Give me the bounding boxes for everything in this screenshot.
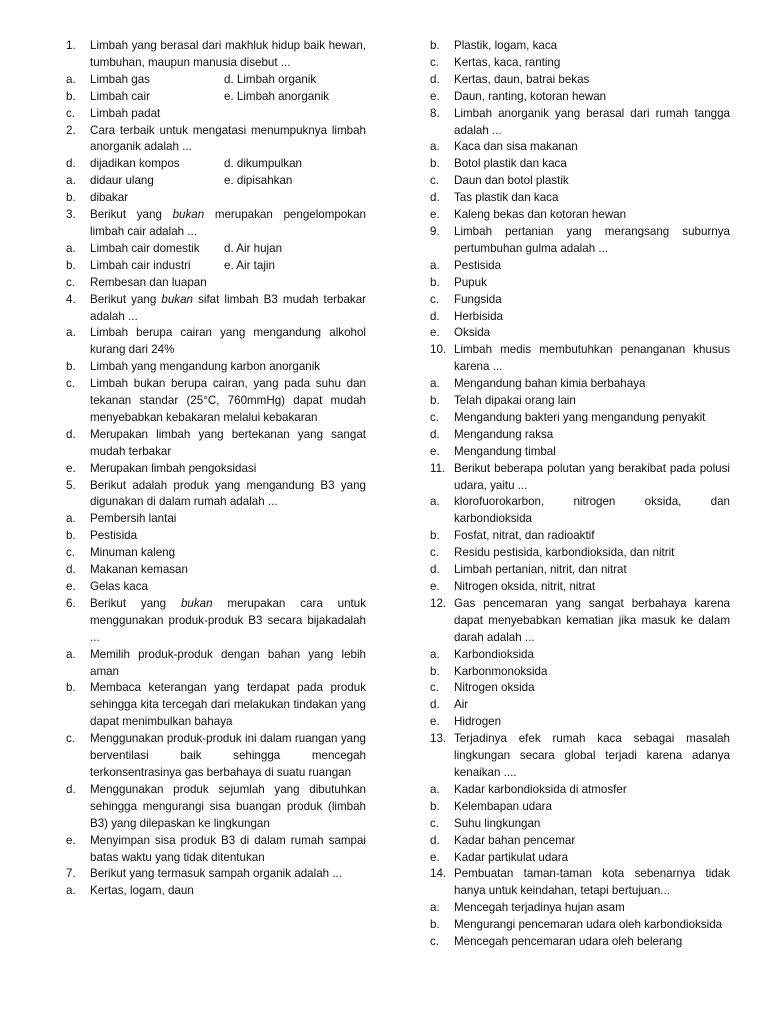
option-letter: b. [430,394,440,408]
option-letter: c. [66,106,76,120]
option-text: dibakar [90,191,129,205]
option-letter: a. [66,647,76,661]
option-text: Limbah gas [90,72,150,86]
option-text: Mengandung bakteri yang mengandung penyakit [454,410,706,424]
option-letter: b. [430,275,440,289]
option-text: Pembersih lantai [90,512,177,526]
option-text-secondary [224,89,366,106]
option-row [66,579,366,596]
option-row [66,782,366,833]
question [430,106,730,224]
option-letter: b. [66,529,76,543]
option-letter: e. [430,326,440,340]
option-letter: b. [430,918,440,932]
question-text: Cara terbaik untuk mengatasi menumpuknya limbah anorganik adalah ... [90,123,366,154]
option-text: Membaca keterangan yang terdapat pada produk sehingga kita tercegah dari melakukan tindakan yang dapat menimbulkan bahaya [90,681,366,729]
option-pair-row [66,72,366,89]
option-text: Botol plastik dan kaca [454,157,567,171]
option-letter: c. [66,377,76,391]
option-text: Rembesan dan luapan [90,275,207,289]
option-text: Mengandung timbal [454,444,556,458]
question-text: Gas pencemaran yang sangat berbahaya karena dapat menyebabkan kematian jika masuk ke dalam darah adalah ... [454,596,730,644]
option-row [430,664,730,681]
option-pair-row [66,241,366,258]
options [430,38,730,106]
option-letter: b. [430,157,440,171]
question-text-emphasis: bukan [180,596,213,610]
options [66,156,366,207]
question-number: 12. [430,596,447,610]
options [430,782,730,867]
option-row [430,55,730,72]
option-row [66,376,366,427]
option-row [66,511,366,528]
option-text: Suhu lingkungan [454,816,541,830]
question [66,207,366,292]
question-number: 2. [66,123,76,137]
option-text: Menyimpan sisa produk B3 di dalam rumah sampai batas waktu yang tidak ditentukan [90,833,366,864]
option-text: Kelembapan udara [454,799,552,813]
options [430,376,730,461]
option-text: didaur ulang [90,174,154,188]
option-text: Mencegah pencemaran udara oleh belerang [454,935,683,949]
option-row [66,528,366,545]
option-letter: c. [430,935,440,949]
option-pair-texts [90,156,366,173]
option-letter: a. [66,884,76,898]
option-row [430,156,730,173]
option-letter: c. [430,410,440,424]
options [430,258,730,343]
question-text-part: merupakan pengelompokan limbah cair adalah ... [90,208,366,238]
option-letter: b. [430,39,440,52]
option-letter: a. [430,140,440,154]
option-row [430,714,730,731]
option-text: Limbah pertanian, nitrit, dan nitrat [454,563,627,577]
option-row [430,309,730,326]
option-letter: b. [66,360,76,374]
question-number: 14. [430,867,447,881]
option-row [430,292,730,309]
option-text: Limbah cair domestik [90,241,200,255]
question-line [430,342,730,376]
option-letter: e. [66,461,76,475]
option-letter: e. [430,208,440,222]
question-text: Berikut adalah produk yang mengandung B3 yang digunakan di dalam rumah adalah ... [90,478,366,509]
option-letter: e. [430,444,440,458]
options [66,647,366,867]
option-text: Menggunakan produk sejumlah yang dibutuhkan sehingga mengurangi sisa buangan produk (limbah B3) yang dilepaskan ke lingkungan [90,782,366,830]
question-line [66,866,366,883]
question-text: Limbah medis membutuhkan penanganan khusus karena ... [454,343,730,374]
option-letter: b. [66,258,76,272]
option-row [430,444,730,461]
option-text: Kadar bahan pencemar [454,833,576,847]
option-row [66,883,366,900]
option-text-secondary [224,241,366,258]
option-row [66,325,366,359]
question-line [430,866,730,900]
question-number: 7. [66,867,76,881]
question [430,461,730,596]
option-letter: e. [66,833,76,847]
option-row [66,427,366,461]
question [430,38,730,106]
option-row [430,697,730,714]
question-text: Berikut beberapa polutan yang berakibat pada polusi udara, yaitu ... [454,461,730,492]
option-row [66,562,366,579]
question [66,478,366,596]
question-text [90,596,366,647]
option-text: Air tajin [236,258,275,272]
option-letter: d. [66,427,76,441]
option-text: Oksida [454,326,491,340]
option-text: Limbah bukan berupa cairan, yang pada suhu dan tekanan standar (25°C, 760mmHg) dapat mudah menyebabkan kebakaran melalui kebakaran [90,377,366,424]
option-row [430,900,730,917]
option-letter: d. [66,782,76,796]
option-row [430,38,730,55]
options [430,900,730,951]
question-number: 6. [66,596,76,610]
option-row [430,376,730,393]
option-text: Pestisida [90,529,138,543]
option-letter: e. [430,580,440,593]
option-text: Mengurangi pencemaran udara oleh karbondioksida [454,918,723,932]
option-pair-texts [90,173,366,190]
option-row [430,816,730,833]
question-line [430,224,730,258]
option-letter: d. [430,563,440,577]
question-line [66,207,366,241]
option-text: Merupakan limbah yang bertekanan yang sangat mudah terbakar [90,427,366,458]
option-text: Kertas, logam, daun [90,884,194,898]
option-text: Limbah organik [236,72,317,86]
option-letter: c. [66,732,76,746]
option-text: Air [454,698,469,712]
option-letter: e. [224,89,234,103]
option-letter: e. [430,89,440,103]
question [66,596,366,867]
option-letter: e. [66,580,76,593]
option-row [430,680,730,697]
question [66,123,366,208]
option-text: Mencegah terjadinya hujan asam [454,901,625,915]
option-text: Kaleng bekas dan kotoran hewan [454,208,627,222]
option-text: Herbisida [454,309,503,323]
question [430,596,730,731]
options [66,511,366,596]
option-letter: a. [430,495,440,509]
option-row [430,562,730,579]
option-text: Pestisida [454,258,502,272]
option-text-secondary [224,72,366,89]
option-text: Kaca dan sisa makanan [454,140,578,154]
question-line [66,123,366,157]
option-row [66,680,366,731]
option-row [430,427,730,444]
question-number: 5. [66,478,76,492]
question-number: 3. [66,208,76,222]
option-text: dijadikan kompos [90,157,180,171]
question [430,866,730,951]
option-letter: a. [430,901,440,915]
question-number: 13. [430,732,447,746]
option-letter: a. [66,326,76,340]
option-letter: b. [66,191,76,205]
option-letter: b. [430,799,440,813]
question-number: 11. [430,461,446,475]
question-text-part: Berikut yang [90,292,162,306]
options [430,139,730,224]
option-text: Nitrogen oksida, nitrit, nitrat [454,580,596,593]
option-text: Limbah anorganik [236,89,330,103]
option-text: Menggunakan produk-produk ini dalam ruangan yang berventilasi baik sehingga mencegah terkonsentrasinya gas berbahaya di suatu ruangan [90,732,366,779]
option-row [430,258,730,275]
option-row [430,72,730,89]
option-text: Limbah cair [90,89,150,103]
option-row [430,782,730,799]
option-row [66,833,366,867]
option-text: Karbonmonoksida [454,664,548,678]
question-number: 1. [66,39,76,52]
option-pair-row [66,156,366,173]
right-column [430,38,730,951]
option-text: Kertas, kaca, ranting [454,55,561,69]
option-letter: e. [224,174,234,188]
option-letter: c. [430,174,440,188]
question-text [90,292,366,326]
option-letter: d. [224,241,234,255]
option-text: Gelas kaca [90,580,148,593]
question-line [430,731,730,782]
option-letter: a. [66,241,76,255]
question-text-part: sifat limbah B3 mudah terbakar adalah ... [90,292,367,323]
option-text: Fosfat, nitrat, dan radioaktif [454,529,595,543]
option-text: Pupuk [454,275,487,289]
option-letter: a. [66,72,76,86]
question-line [66,292,366,326]
option-letter: c. [66,546,76,560]
option-text: Minuman kaleng [90,546,176,560]
option-letter: c. [66,275,76,289]
option-letter: b. [66,89,76,103]
question-text: Berikut yang termasuk sampah organik adalah ... [90,867,342,881]
options [66,325,366,477]
option-text: Daun dan botol plastik [454,174,569,188]
option-row [430,545,730,562]
question-line [66,478,366,512]
option-text: Kadar karbondioksida di atmosfer [454,782,627,796]
question [66,866,366,900]
option-letter: d. [66,563,76,577]
option-row [430,799,730,816]
option-text: Hidrogen [454,715,502,729]
option-row [430,528,730,545]
question-text: Terjadinya efek rumah kaca sebagai masalah lingkungan secara global terjadi karena adanya kenaikan .... [454,732,730,779]
option-row [430,494,730,528]
option-pair-row [66,258,366,275]
options [66,241,366,292]
option-letter: a. [66,174,76,188]
option-text: Makanan kemasan [90,563,188,577]
option-pair-texts [90,72,366,89]
question-line [430,461,730,495]
question-number: 4. [66,292,76,306]
question [430,342,730,460]
option-row [430,325,730,342]
option-letter: b. [430,664,440,678]
option-letter: a. [430,647,440,661]
option-row [430,173,730,190]
question-line [430,106,730,140]
question-text [90,207,366,241]
option-row [430,850,730,867]
option-row [66,461,366,478]
option-letter: d. [66,157,76,171]
option-pair-row [66,89,366,106]
option-letter: c. [430,546,440,560]
question-line [66,38,366,72]
option-text: Limbah yang mengandung karbon anorganik [90,360,321,374]
option-row [66,731,366,782]
question [66,292,366,478]
option-text: Residu pestisida, karbondioksida, dan nitrit [454,546,675,560]
option-pair-texts [90,258,366,275]
option-row [430,647,730,664]
option-letter: d. [430,309,440,323]
question-number: 10. [430,343,447,357]
option-row [66,106,366,123]
option-letter: a. [430,782,440,796]
option-text: klorofuorokarbon, nitrogen oksida, dan karbondioksida [454,495,730,526]
question-text: Pembuatan taman-taman kota sebenarnya tidak hanya untuk keindahan, tetapi bertujuan... [454,867,730,898]
option-text: dipisahkan [236,174,293,188]
option-row [66,359,366,376]
option-text: Limbah cair industri [90,258,191,272]
option-row [430,410,730,427]
option-row [430,89,730,106]
option-text: Memilih produk-produk dengan bahan yang lebih aman [90,647,366,678]
question-number: 8. [430,106,440,120]
question-text-emphasis: bukan [161,292,193,306]
option-text: Daun, ranting, kotoran hewan [454,89,607,103]
options [430,647,730,732]
question-text-emphasis: bukan [172,208,205,222]
option-letter: b. [430,529,440,543]
question-text-part: merupakan cara untuk menggunakan produk-produk B3 secara bijakadalah ... [90,596,366,644]
option-row [430,833,730,850]
options [66,72,366,123]
option-row [430,579,730,596]
left-column [66,38,366,900]
option-pair-texts [90,241,366,258]
option-row [66,190,366,207]
option-row [430,934,730,951]
option-pair-row [66,173,366,190]
question-text-part: Berikut yang [90,208,173,222]
option-row [430,917,730,934]
option-letter: a. [430,377,440,391]
question [430,224,730,342]
option-letter: c. [430,816,440,830]
option-text: Air hujan [236,241,283,255]
option-letter: d. [224,157,234,171]
option-text: Limbah padat [90,106,161,120]
question-line [66,596,366,647]
question [430,731,730,866]
question-line [430,596,730,647]
question-text: Limbah yang berasal dari makhluk hidup baik hewan, tumbuhan, maupun manusia disebut ... [90,39,366,69]
option-text-secondary [224,258,366,275]
option-text: Kertas, daun, batrai bekas [454,72,590,86]
option-text: Fungsida [454,292,502,306]
question-number: 9. [430,224,440,238]
option-letter: d. [430,427,440,441]
question-text: Limbah anorganik yang berasal dari rumah tangga adalah ... [454,106,730,137]
option-letter: c. [430,292,440,306]
option-text: Plastik, logam, kaca [454,39,558,52]
option-row [430,207,730,224]
option-letter: c. [430,55,440,69]
option-row [66,647,366,681]
option-letter: e. [224,258,234,272]
option-letter: a. [66,512,76,526]
option-text: Nitrogen oksida [454,681,535,695]
option-letter: c. [430,681,440,695]
option-text: Telah dipakai orang lain [454,394,576,408]
option-text: dikumpulkan [236,157,302,171]
option-row [66,545,366,562]
option-letter: a. [430,258,440,272]
option-letter: d. [430,833,440,847]
option-text: Merupakan limbah pengoksidasi [90,461,257,475]
option-row [66,275,366,292]
option-text: Kadar partikulat udara [454,850,569,864]
option-row [430,275,730,292]
question [66,38,366,123]
option-row [430,393,730,410]
option-letter: d. [224,72,234,86]
option-row [430,139,730,156]
option-pair-texts [90,89,366,106]
option-text: Karbondioksida [454,647,534,661]
option-letter: e. [430,850,440,864]
option-text: Mengandung raksa [454,427,554,441]
option-text-secondary [224,156,366,173]
option-row [430,190,730,207]
option-letter: b. [66,681,76,695]
option-text: Tas plastik dan kaca [454,191,559,205]
option-text: Mengandung bahan kimia berbahaya [454,377,646,391]
question-text: Limbah pertanian yang merangsang suburnya pertumbuhan gulma adalah ... [454,224,730,255]
options [430,494,730,595]
option-text: Limbah berupa cairan yang mengandung alkohol kurang dari 24% [90,326,366,357]
question-text-part: Berikut yang [90,596,181,610]
option-text-secondary [224,173,366,190]
option-letter: d. [430,72,440,86]
options [66,883,366,900]
option-letter: e. [430,715,440,729]
option-letter: d. [430,191,440,205]
option-letter: d. [430,698,440,712]
